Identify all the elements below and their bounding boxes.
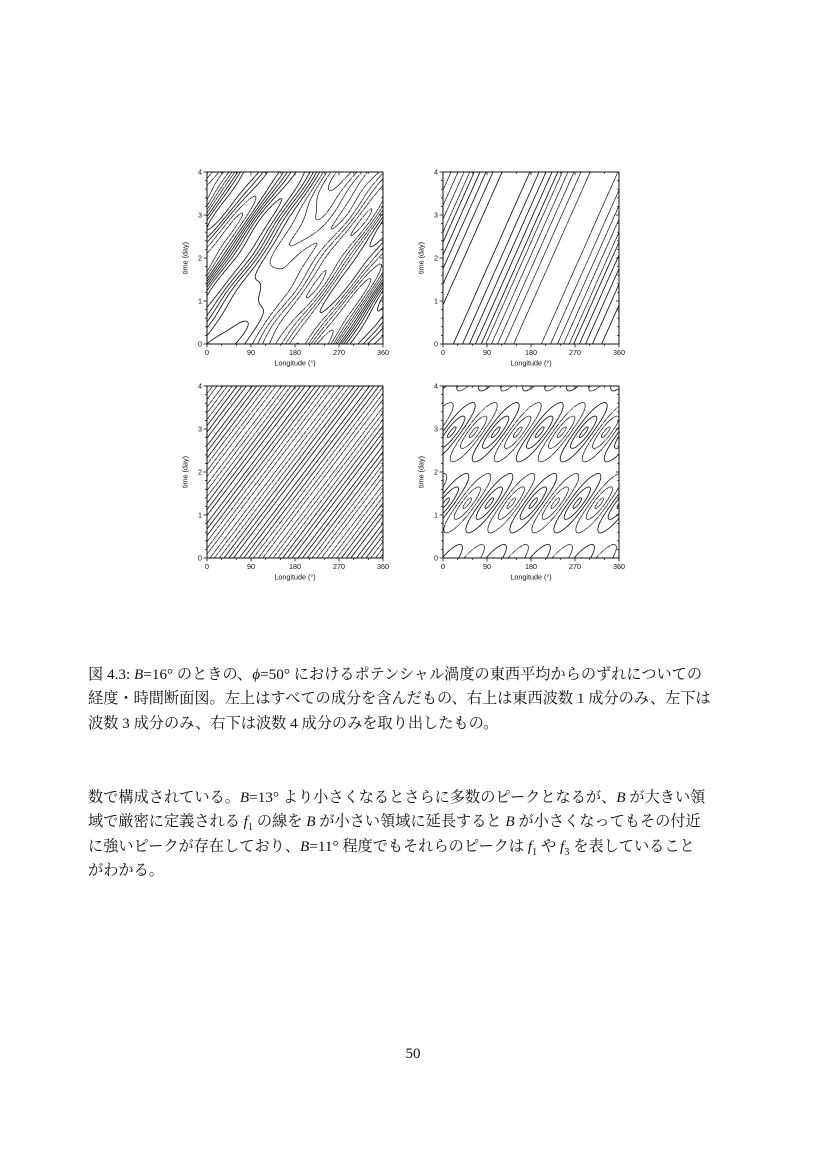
text-line: 図 4.3: B=16° のときの、ϕ=50° におけるポテンシャル渦度の東西平均からのずれについての: [88, 666, 703, 683]
x-tick-label: 0: [205, 348, 209, 357]
x-tick-label: 360: [613, 562, 625, 571]
x-tick-label: 90: [483, 562, 491, 571]
contour-panel-top-right: [413, 167, 653, 373]
text-line: に強いピークが存在しており、B=11° 程度でもそれらのピークは $f_1$ や $f_3$ を表していること: [88, 837, 695, 858]
x-tick-label: 360: [377, 348, 389, 357]
y-tick-label: 2: [198, 253, 202, 263]
x-tick-label: 270: [569, 562, 581, 571]
contour-line-negative: [514, 172, 618, 344]
contour-plot-top-right: [413, 167, 653, 373]
y-tick-label: 2: [434, 253, 438, 263]
x-tick-label: 180: [525, 562, 537, 571]
figure-caption: [88, 663, 758, 736]
text-line: 波数 3 成分のみ、右下は波数 4 成分のみを取り出したもの。: [88, 714, 499, 732]
plot-frame: [443, 386, 619, 558]
contour-line-positive: [443, 172, 619, 344]
x-axis-label: Longitude (°): [510, 358, 552, 368]
x-tick-label: 360: [613, 348, 625, 357]
x-tick-label: 270: [333, 562, 345, 571]
contour-panel-bottom-left: [177, 381, 417, 587]
x-tick-label: 90: [247, 348, 255, 357]
text-line: 経度・時間断面図。左上はすべての成分を含んだもの、右上は東西波数 1 成分のみ、左下は: [88, 690, 711, 708]
y-tick-label: 4: [198, 167, 202, 177]
y-tick-label: 2: [198, 467, 202, 477]
contour-line-negative: [207, 386, 383, 558]
text-line: 数で構成されている。B=13° より小さくなるとさらに多数のピークとなるが、B が大きい領: [88, 789, 706, 806]
x-tick-label: 90: [247, 562, 255, 571]
contour-plot-bottom-left: [177, 381, 417, 587]
y-tick-label: 4: [198, 381, 202, 391]
y-tick-label: 4: [434, 381, 438, 391]
contour-line-positive: [443, 427, 619, 509]
y-tick-label: 2: [434, 467, 438, 477]
x-axis-label: Longitude (°): [510, 572, 552, 582]
y-tick-label: 0: [434, 553, 438, 563]
x-tick-label: 360: [377, 562, 389, 571]
y-axis-label: time (day): [180, 242, 190, 274]
plot-frame: [443, 172, 619, 344]
y-tick-label: 3: [434, 210, 438, 220]
contour-plot-top-left: [177, 167, 417, 373]
x-axis-label: Longitude (°): [274, 358, 316, 368]
contour-line-negative: [443, 172, 619, 344]
y-tick-label: 0: [198, 553, 202, 563]
x-tick-label: 270: [333, 348, 345, 357]
contour-panel-top-left: [177, 167, 417, 373]
y-tick-label: 1: [434, 510, 438, 520]
y-axis-label: time (day): [180, 456, 190, 488]
contour-line-negative: [443, 172, 619, 344]
y-axis-label: time (day): [416, 242, 426, 274]
contour-line-negative: [443, 172, 619, 344]
x-tick-label: 0: [205, 562, 209, 571]
x-tick-label: 180: [525, 348, 537, 357]
contour-plot-bottom-right: [413, 381, 653, 587]
y-tick-label: 1: [434, 296, 438, 306]
x-tick-label: 90: [483, 348, 491, 357]
x-tick-label: 180: [289, 348, 301, 357]
x-tick-label: 0: [441, 348, 445, 357]
contour-panel-bottom-right: [413, 381, 653, 587]
contour-line-positive: [443, 386, 619, 558]
page-number: 50: [405, 1046, 421, 1062]
contour-line-positive: [207, 172, 383, 344]
y-tick-label: 3: [198, 210, 202, 220]
contour-line-negative: [443, 386, 619, 558]
y-tick-label: 1: [198, 510, 202, 520]
y-tick-label: 0: [434, 339, 438, 349]
y-tick-label: 4: [434, 167, 438, 177]
y-tick-label: 3: [434, 424, 438, 434]
y-tick-label: 0: [198, 339, 202, 349]
contour-line-positive: [443, 172, 619, 344]
contour-line-positive: [443, 172, 619, 344]
x-tick-label: 0: [441, 562, 445, 571]
x-tick-label: 180: [289, 562, 301, 571]
contour-line-positive: [443, 172, 619, 344]
body-paragraph: [88, 786, 758, 883]
y-tick-label: 3: [198, 424, 202, 434]
y-tick-label: 1: [198, 296, 202, 306]
text-line: 域で厳密に定義される $f_1$ の線を B が小さい領域に延長すると B が小さくなってもその付近: [88, 813, 701, 834]
contour-line-positive: [443, 172, 619, 344]
x-axis-label: Longitude (°): [274, 572, 316, 582]
x-tick-label: 270: [569, 348, 581, 357]
y-axis-label: time (day): [416, 456, 426, 488]
contour-line-negative: [443, 172, 619, 344]
text-line: がわかる。: [88, 861, 164, 879]
